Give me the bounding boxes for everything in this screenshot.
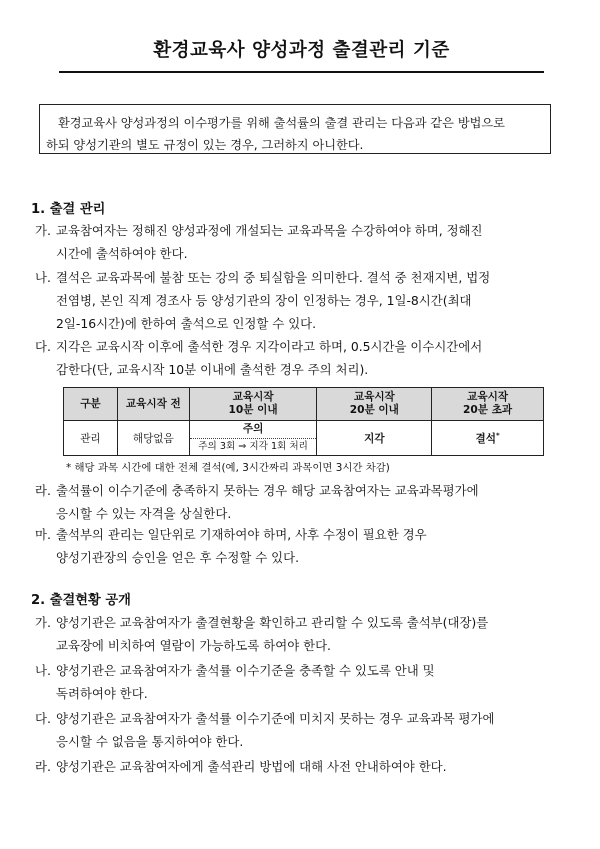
table-row [64,421,544,456]
intro-line-2: 하되 양성기관의 별도 규정이 있는 경우, 그러하지 아니한다. [46,138,364,152]
item-marker: 다. [35,339,51,354]
item-marker: 나. [35,663,51,678]
cell-within-10 [189,421,317,456]
item-marker: 나. [35,270,51,285]
item-line: 출석률이 이수기준에 충족하지 못하는 경우 해당 교육참여자는 교육과목평가에 [56,483,479,498]
section-2-item-ga [35,611,565,657]
item-marker: 라. [35,759,51,774]
cell-within-20: 지각 [317,421,432,456]
section-2-item-na [35,659,565,705]
header-over-20: 교육시작 20분 초과 [432,388,544,421]
item-line: 전염병, 본인 직계 경조사 등 양성기관의 장이 인정하는 경우, 1일-8시간(최대 [56,293,472,308]
item-marker: 마. [35,527,51,542]
attendance-table [63,387,544,456]
item-marker: 다. [35,711,51,726]
section-1-item-ra [35,479,565,525]
page-title: 환경교육사 양성과정 출결관리 기준 [153,40,450,61]
title-block [59,34,544,73]
item-line: 양성기관은 교육참여자가 출석률 이수기준을 충족할 수 있도록 안내 및 [56,663,435,678]
header-before: 교육시작 전 [117,388,189,421]
header-within-20: 교육시작 20분 이내 [317,388,432,421]
item-marker: 라. [35,483,51,498]
section-1-item-na [35,266,565,335]
cell-over-20: 결석* [432,421,544,456]
cell-within-10-main: 주의 [190,421,317,439]
section-1-item-da [35,335,565,381]
item-line: 2일-16시간)에 한하여 출석으로 인정할 수 있다. [56,316,317,331]
item-line: 양성기관은 교육참여자가 출석률 이수기준에 미치지 못하는 경우 교육과목 평가에 [56,711,495,726]
section-2-item-da [35,707,565,753]
item-line: 양성기관장의 승인을 얻은 후 수정할 수 있다. [56,550,300,565]
table-footnote: * 해당 과목 시간에 대한 전체 결석(예, 3시간짜리 과목이면 3시간 차감) [66,462,390,474]
section-2-heading: 2. 출결현황 공개 [31,593,131,608]
item-line: 응시할 수 없음을 통지하여야 한다. [56,734,244,749]
section-2-item-ra [35,755,565,778]
cell-before: 해당없음 [117,421,189,456]
item-line: 시간에 출석하여야 한다. [56,246,188,261]
item-line: 독려하여야 한다. [56,686,148,701]
table-header-row [64,388,544,421]
item-line: 응시할 수 있는 자격을 상실한다. [56,506,232,521]
header-within-10: 교육시작 10분 이내 [189,388,317,421]
item-line: 결석은 교육과목에 불참 또는 강의 중 퇴실함을 의미한다. 결석 중 천재지변, 법정 [56,270,491,285]
section-1-heading: 1. 출결 관리 [31,202,106,217]
section-1-item-ma [35,523,565,569]
item-line: 양성기관은 교육참여자에게 출석관리 방법에 대해 사전 안내하여야 한다. [56,759,447,774]
item-line: 지각은 교육시작 이후에 출석한 경우 지각이라고 하며, 0.5시간을 이수시간에서 [56,339,483,354]
title-underline [59,71,544,73]
cell-category: 관리 [64,421,118,456]
cell-within-10-sub: 주의 3회 ⇒ 지각 1회 처리 [198,441,308,452]
item-line: 양성기관은 교육참여자가 출결현황을 확인하고 관리할 수 있도록 출석부(대장)를 [56,615,489,630]
item-line: 감한다(단, 교육시작 10분 이내에 출석한 경우 주의 처리). [56,362,369,377]
section-1-item-ga [35,219,565,265]
item-marker: 가. [35,615,51,630]
item-line: 출석부의 관리는 일단위로 기재하여야 하며, 사후 수정이 필요한 경우 [56,527,427,542]
item-marker: 가. [35,223,51,238]
intro-line-1: 환경교육사 양성과정의 이수평가를 위해 출석률의 출결 관리는 다음과 같은 방법으로 [58,116,505,130]
header-category: 구분 [64,388,118,421]
item-line: 교육참여자는 정해진 양성과정에 개설되는 교육과목을 수강하여야 하며, 정해진 [56,223,483,238]
item-line: 교육장에 비치하여 열람이 가능하도록 하여야 한다. [56,638,331,653]
footnote-mark: * [496,430,500,439]
intro-box [39,104,551,154]
